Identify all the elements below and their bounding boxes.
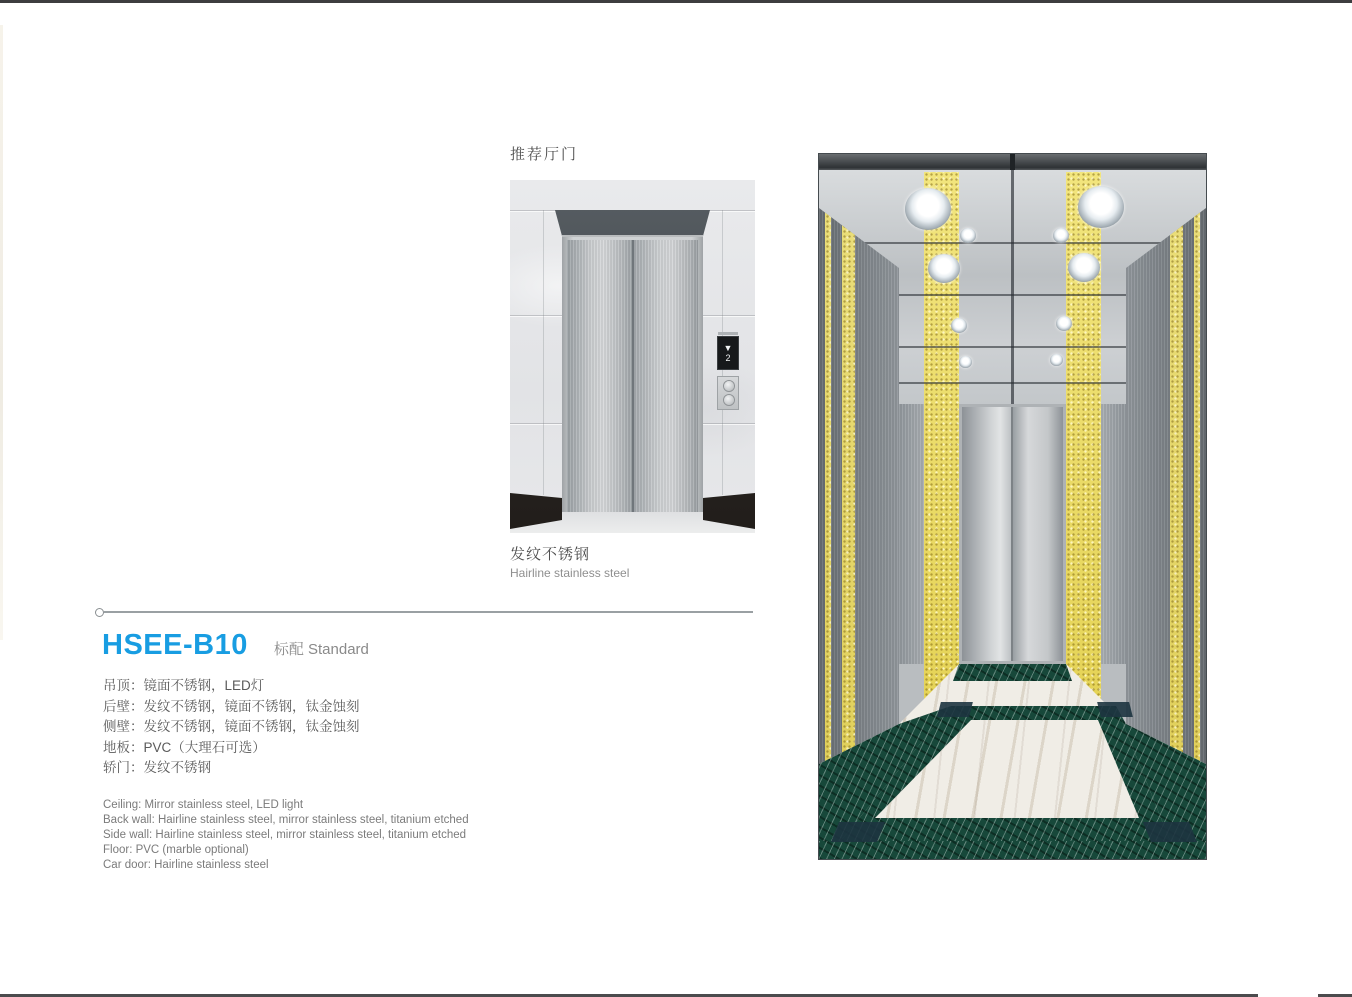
brushed-texture <box>633 240 699 514</box>
spec-line: 轿门：发纹不锈钢 <box>103 760 211 775</box>
spec-line: 地板：PVC（大理石可选） <box>103 739 266 755</box>
floor-number: 2 <box>725 353 731 363</box>
door-caption-en: Hairline stainless steel <box>510 566 630 580</box>
ceiling-center-line <box>1011 170 1014 404</box>
spec-line: 吊顶：镜面不锈钢，LED灯 <box>103 678 265 693</box>
page-top-rule <box>0 0 1352 3</box>
call-button-plate <box>717 376 739 410</box>
cabin-interior-photo <box>818 153 1207 860</box>
floor-corner-accent <box>1097 702 1133 717</box>
spec-line: 后壁：发纹不锈钢，镜面不锈钢，钛金蚀刻 <box>103 698 360 714</box>
cornice-center-joint <box>1010 154 1015 170</box>
led-downlight-reflection <box>1050 354 1063 366</box>
led-downlight-reflection <box>1056 316 1072 331</box>
direction-arrow: ▼ <box>723 343 733 353</box>
spec-list-zh <box>103 676 360 779</box>
spec-list-en <box>103 798 469 873</box>
floor-indicator-display <box>717 336 739 370</box>
spec-line: Back wall: Hairline stainless steel, mirror stainless steel, titanium etched <box>103 814 469 826</box>
hall-door-photo <box>510 180 755 533</box>
floor-green-near-band <box>819 841 1206 859</box>
spec-line: Car door: Hairline stainless steel <box>103 859 269 871</box>
led-downlight-reflection <box>951 318 967 333</box>
divider-circle <box>95 608 104 617</box>
door-panel-right <box>633 240 699 514</box>
wall-seam <box>543 210 544 495</box>
call-button-up <box>724 381 734 391</box>
spec-line: Floor: PVC (marble optional) <box>103 844 249 856</box>
led-downlight-reflection <box>960 228 976 243</box>
led-downlight <box>905 188 951 230</box>
door-panel-left <box>567 240 633 514</box>
door-caption-zh: 发纹不锈钢 <box>510 546 591 563</box>
spec-line: 侧壁：发纹不锈钢，镜面不锈钢，钛金蚀刻 <box>103 719 360 734</box>
door-center-seam <box>632 240 634 514</box>
led-downlight-reflection <box>1068 253 1100 282</box>
titanium-etched-stripe <box>825 154 831 859</box>
led-downlight <box>1078 186 1124 228</box>
led-downlight-reflection <box>959 356 972 368</box>
page-edge-artifact <box>0 25 3 640</box>
car-door-panel-left <box>962 407 1013 661</box>
led-downlight-reflection <box>1053 228 1069 243</box>
led-downlight-reflection <box>928 254 960 283</box>
brushed-texture <box>567 240 633 514</box>
floor-corner-accent <box>1143 822 1197 842</box>
hall-door-section-label: 推荐厅门 <box>510 146 579 163</box>
call-button-down <box>724 395 734 405</box>
divider-line <box>104 611 753 613</box>
model-header <box>102 629 369 662</box>
standard-badge: 标配 Standard <box>273 641 369 658</box>
car-door-panel-right <box>1013 407 1064 661</box>
panel-cap <box>718 332 738 335</box>
floor-corner-accent <box>937 702 973 717</box>
model-name: HSEE-B10 <box>102 629 248 661</box>
car-door-seam <box>1011 407 1013 661</box>
hall-call-panel <box>716 332 740 410</box>
titanium-etched-stripe <box>1194 154 1200 859</box>
floor-corner-accent <box>831 822 885 842</box>
spec-line: Ceiling: Mirror stainless steel, LED light <box>103 799 304 811</box>
spec-line: Side wall: Hairline stainless steel, mirror stainless steel, titanium etched <box>103 829 467 841</box>
